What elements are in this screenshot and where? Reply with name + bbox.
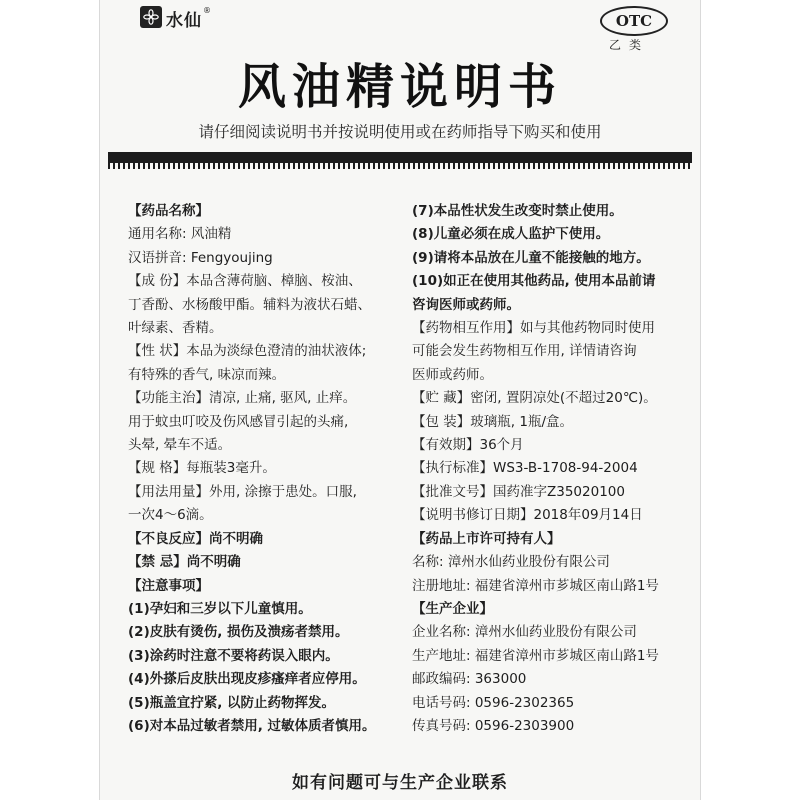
list-item: 咨询医师或药师。 <box>412 296 520 313</box>
text-line: 医师或药师。 <box>412 366 493 383</box>
text-line: 【药物相互作用】如与其他药物同时使用 <box>412 320 655 337</box>
list-item: (1)孕妇和三岁以下儿童慎用。 <box>128 600 312 617</box>
text-line: 电话号码: 0596-2302365 <box>412 694 575 711</box>
text-line: 企业名称: 漳州水仙药业股份有限公司 <box>412 624 637 641</box>
list-item: (9)请将本品放在儿童不能接触的地方。 <box>412 249 650 266</box>
text-line: 通用名称: 风油精 <box>128 226 232 243</box>
text-line: 【有效期】36个月 <box>412 437 524 454</box>
text-line: 传真号码: 0596-2303900 <box>412 717 575 734</box>
document-title: 风油精说明书 <box>237 59 562 115</box>
registered-mark: ® <box>203 6 211 15</box>
text-line: 【贮 藏】密闭, 置阴凉处(不超过20℃)。 <box>412 390 657 407</box>
brand-logo <box>140 6 211 31</box>
otc-class-label: 乙类 <box>609 38 650 52</box>
text-line: 可能会发生药物相互作用, 详情请咨询 <box>412 343 637 360</box>
list-item: (2)皮肤有烫伤, 损伤及溃疡者禁用。 <box>128 624 349 641</box>
text-line: 【规 格】每瓶装3毫升。 <box>128 460 276 477</box>
text-line: 生产地址: 福建省漳州市芗城区南山路1号 <box>412 647 659 664</box>
list-item: (7)本品性状发生改变时禁止使用。 <box>412 203 623 219</box>
left-column <box>128 200 408 738</box>
document-subtitle: 请仔细阅读说明书并按说明使用或在药师指导下购买和使用 <box>198 123 602 141</box>
text-line: 叶绿素、香精。 <box>128 320 223 337</box>
section-heading: 【注意事项】 <box>128 577 209 594</box>
footer-contact-note: 如有问题可与生产企业联系 <box>292 773 508 793</box>
text-line: 【批准文号】国药准字Z35020100 <box>412 483 625 500</box>
text-line: 【包 装】玻璃瓶, 1瓶/盒。 <box>412 413 574 430</box>
text-line: 丁香酚、水杨酸甲酯。辅料为液状石蜡、 <box>128 296 371 313</box>
section-heading: 【禁 忌】尚不明确 <box>128 554 241 571</box>
text-line: 头晕, 晕车不适。 <box>128 437 232 454</box>
text-line: 【执行标准】WS3-B-1708-94-2004 <box>412 460 638 477</box>
narcissus-flower-icon <box>140 6 162 28</box>
right-column <box>412 200 684 738</box>
text-line: 一次4～6滴。 <box>128 507 213 524</box>
brand-name: 水仙 <box>166 11 202 31</box>
list-item: (5)瓶盖宜拧紧, 以防止药物挥发。 <box>128 694 336 711</box>
list-item: (3)涂药时注意不要将药误入眼内。 <box>128 647 339 664</box>
text-line: 汉语拼音: Fengyoujing <box>128 249 273 266</box>
section-heading: 【生产企业】 <box>412 600 493 617</box>
text-line: 【说明书修订日期】2018年09月14日 <box>412 507 643 524</box>
text-line: 【功能主治】清凉, 止痛, 驱风, 止痒。 <box>128 390 357 407</box>
text-line: 注册地址: 福建省漳州市芗城区南山路1号 <box>412 577 659 594</box>
text-line: 有特殊的香气, 味凉而辣。 <box>128 366 286 383</box>
list-item: (4)外搽后皮肤出现皮疹瘙痒者应停用。 <box>128 671 366 688</box>
text-line: 【性 状】本品为淡绿色澄清的油状液体; <box>128 343 367 360</box>
text-line: 名称: 漳州水仙药业股份有限公司 <box>412 554 610 571</box>
section-heading: 【不良反应】尚不明确 <box>128 530 263 547</box>
otc-badge: OTC <box>600 6 668 36</box>
section-heading: 【药品名称】 <box>128 203 209 219</box>
text-line: 【成 份】本品含薄荷脑、樟脑、桉油、 <box>128 273 362 290</box>
list-item: (10)如正在使用其他药品, 使用本品前请 <box>412 273 656 290</box>
divider-band <box>108 152 692 163</box>
text-line: 【用法用量】外用, 涂擦于患处。口服, <box>128 483 357 500</box>
text-line: 用于蚊虫叮咬及伤风感冒引起的头痛, <box>128 413 349 430</box>
section-heading: 【药品上市许可持有人】 <box>412 530 561 547</box>
list-item: (6)对本品过敏者禁用, 过敏体质者慎用。 <box>128 717 376 734</box>
list-item: (8)儿童必须在成人监护下使用。 <box>412 226 610 243</box>
text-line: 邮政编码: 363000 <box>412 671 527 688</box>
